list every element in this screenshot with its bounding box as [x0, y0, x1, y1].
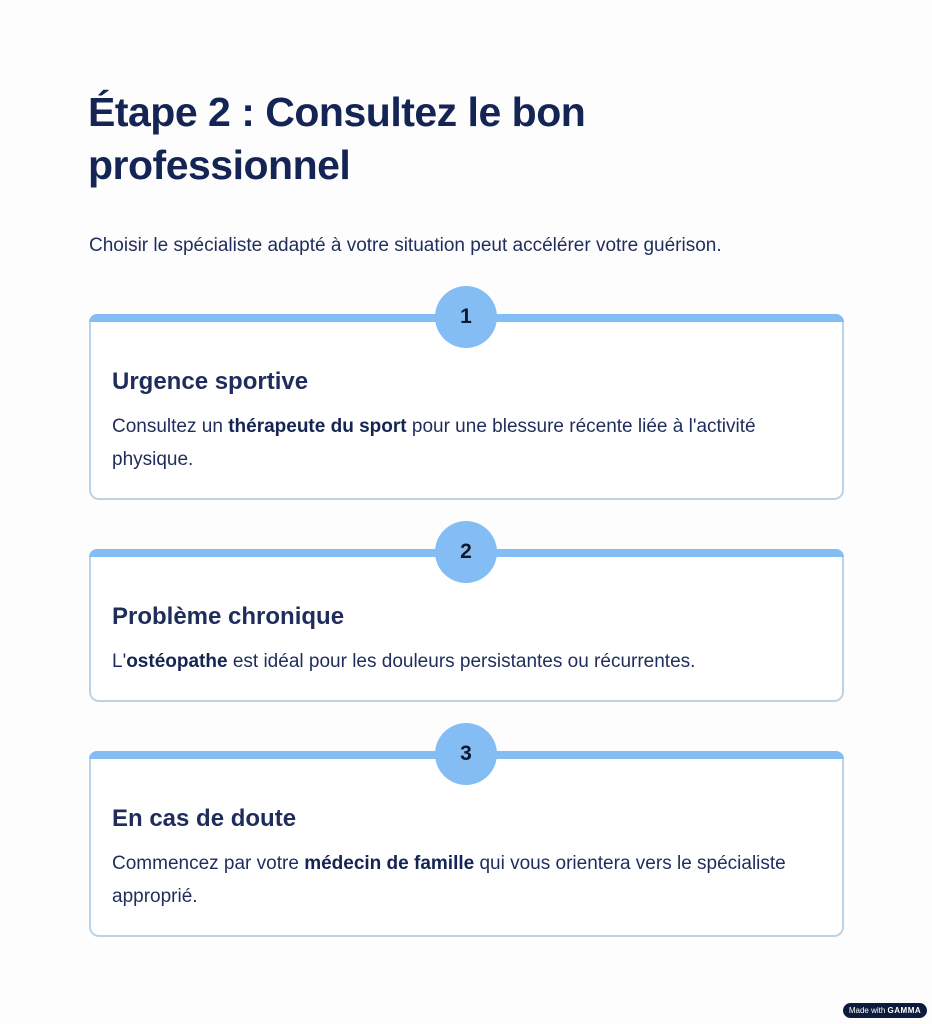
specialist-name: ostéopathe	[126, 651, 228, 672]
step-title: Problème chronique	[112, 603, 345, 630]
step-description: Commencez par votre médecin de famille qui vous orientera vers le spécialiste approprié.	[112, 853, 786, 907]
step-description: L'ostéopathe est idéal pour les douleurs persistantes ou récurrentes.	[112, 651, 696, 672]
step-card-2	[89, 540, 844, 702]
step-number-badge: 3	[435, 723, 497, 785]
gamma-logo: GAMMA	[887, 1006, 922, 1015]
specialist-name: médecin de famille	[304, 853, 475, 874]
step-title: Urgence sportive	[112, 368, 309, 395]
step-number-badge: 2	[435, 521, 497, 583]
made-with-gamma-badge[interactable]: Made with GAMMA	[843, 1003, 927, 1018]
step-card-1	[89, 305, 844, 500]
step-title: En cas de doute	[112, 805, 297, 832]
step-description: Consultez un thérapeute du sport pour une blessure récente liée à l'activité physique.	[112, 416, 756, 470]
specialist-name: thérapeute du sport	[228, 416, 407, 437]
step-card-3	[89, 742, 844, 937]
intro-text: Choisir le spécialiste adapté à votre situation peut accélérer votre guérison.	[89, 235, 722, 256]
page-title: Étape 2 : Consultez le bon professionnel	[88, 89, 586, 188]
step-number-badge: 1	[435, 286, 497, 348]
